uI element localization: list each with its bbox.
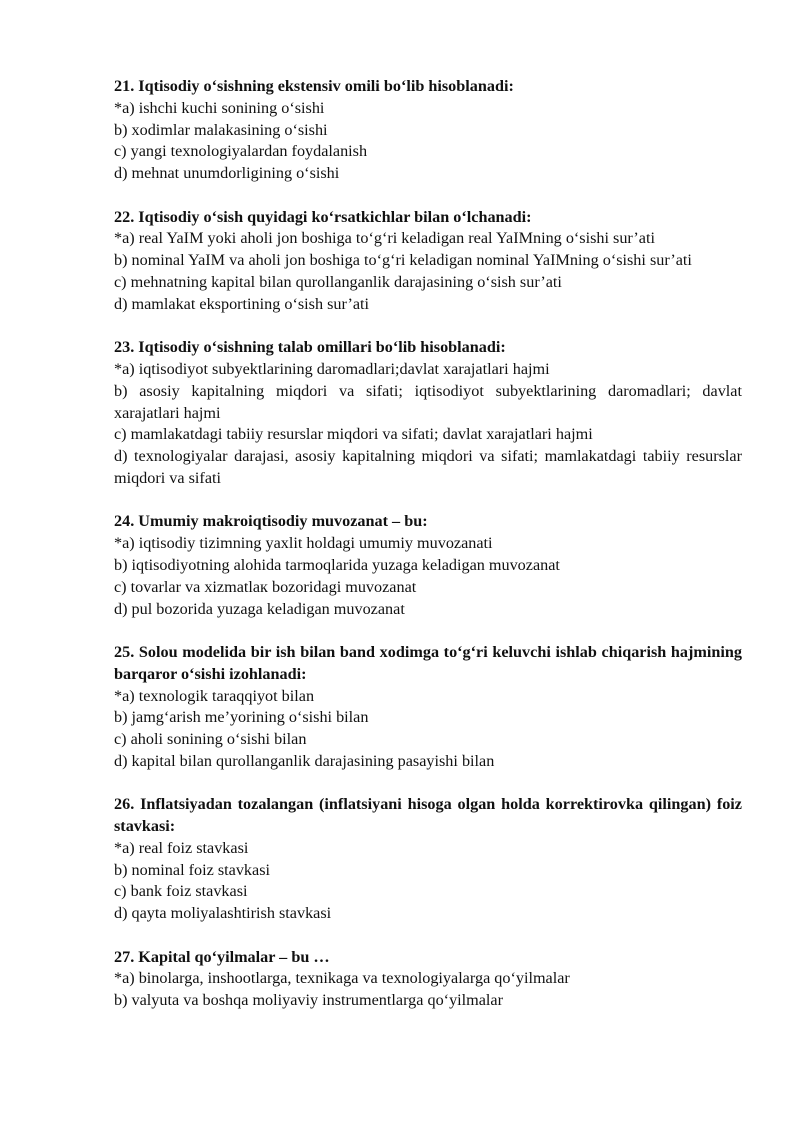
answer-option: c) mehnatning kapital bilan qurollanganlik darajasining o‘sish sur’ati [114,272,562,291]
answer-option: *a) texnologik taraqqiyot bilan [114,686,315,705]
answer-option: d) qayta moliyalashtirish stavkasi [114,904,332,923]
answer-option: b) iqtisodiyotning alohida tarmoqlarida yuzaga keladigan muvozanat [114,555,560,574]
question-27 [114,947,742,1012]
answer-option: c) bank foiz stavkasi [114,882,248,901]
answer-option: *a) binolarga, inshootlarga, texnikaga va texnologiyalarga qo‘yilmalar [114,969,570,988]
answer-option: *a) real foiz stavkasi [114,838,249,857]
answer-option: c) tovarlar va xizmatlaк bozoridagi muvozanat [114,577,417,596]
answer-option: d) kapital bilan qurollanganlik darajasining pasayishi bilan [114,751,495,770]
answer-option: *a) iqtisodiy tizimning yaxlit holdagi umumiy muvozanati [114,534,493,553]
answer-option: c) mamlakatdagi tabiiy resurslar miqdori va sifati; davlat xarajatlari hajmi [114,425,593,444]
answer-option: d) texnologiyalar darajasi, asosiy kapitalning miqdori va sifati; mamlakatdagi tabiiy resurslar miqdori va sifati [114,447,742,487]
question-title: 26. Inflatsiyadan tozalangan (inflatsiyani hisoga olgan holda korrektirovka qilingan) foiz stavkasi: [114,795,742,836]
document-page [114,76,742,1034]
answer-option: b) jamg‘arish me’yorining o‘sishi bilan [114,708,369,727]
answer-option: d) pul bozorida yuzaga keladigan muvozanat [114,599,405,618]
answer-option: b) nominal foiz stavkasi [114,860,270,879]
answer-option: *a) ishchi kuchi sonining o‘sishi [114,98,325,117]
answer-option: b) asosiy kapitalning miqdori va sifati; iqtisodiyot subyektlarining daromadlari; davlat xarajatlari hajmi [114,381,742,422]
question-26 [114,794,742,925]
answer-option: d) mehnat unumdorligining o‘sishi [114,164,340,183]
question-title: 21. Iqtisodiy o‘sishning ekstensiv omili bo‘lib hisoblanadi: [114,77,514,95]
question-22 [114,207,742,316]
question-title: 25. Solou modelida bir ish bilan band xodimga to‘g‘ri keluvchi ishlab chiqarish hajmining barqaror o‘sishi izohlanadi: [114,642,742,683]
answer-option: *a) real YaIM yoki aholi jon boshiga to‘g‘ri keladigan real YaIMning o‘sishi sur’ati [114,229,655,248]
answer-option: b) valyuta va boshqa moliyaviy instrumentlarga qo‘yilmalar [114,991,504,1010]
answer-option: c) aholi sonining o‘sishi bilan [114,730,307,749]
question-21 [114,76,742,185]
question-title: 22. Iqtisodiy o‘sish quyidagi ko‘rsatkichlar bilan o‘lchanadi: [114,207,532,226]
question-title: 24. Umumiy makroiqtisodiy muvozanat – bu: [114,512,428,531]
question-24 [114,511,742,620]
question-25 [114,642,742,773]
question-title: 23. Iqtisodiy o‘sishning talab omillari bo‘lib hisoblanadi: [114,338,506,357]
question-23 [114,337,742,490]
answer-option: b) xodimlar malakasining o‘sishi [114,120,328,139]
answer-option: c) yangi texnologiyalardan foydalanish [114,142,368,161]
answer-option: *a) iqtisodiyot subyektlarining daromadlari;davlat xarajatlari hajmi [114,359,550,378]
question-title: 27. Kapital qo‘yilmalar – bu … [114,947,330,966]
answer-option: d) mamlakat eksportining o‘sish sur’ati [114,294,370,313]
answer-option: b) nominal YaIM va aholi jon boshiga to‘g‘ri keladigan nominal YaIMning o‘sishi sur’ati [114,251,692,270]
